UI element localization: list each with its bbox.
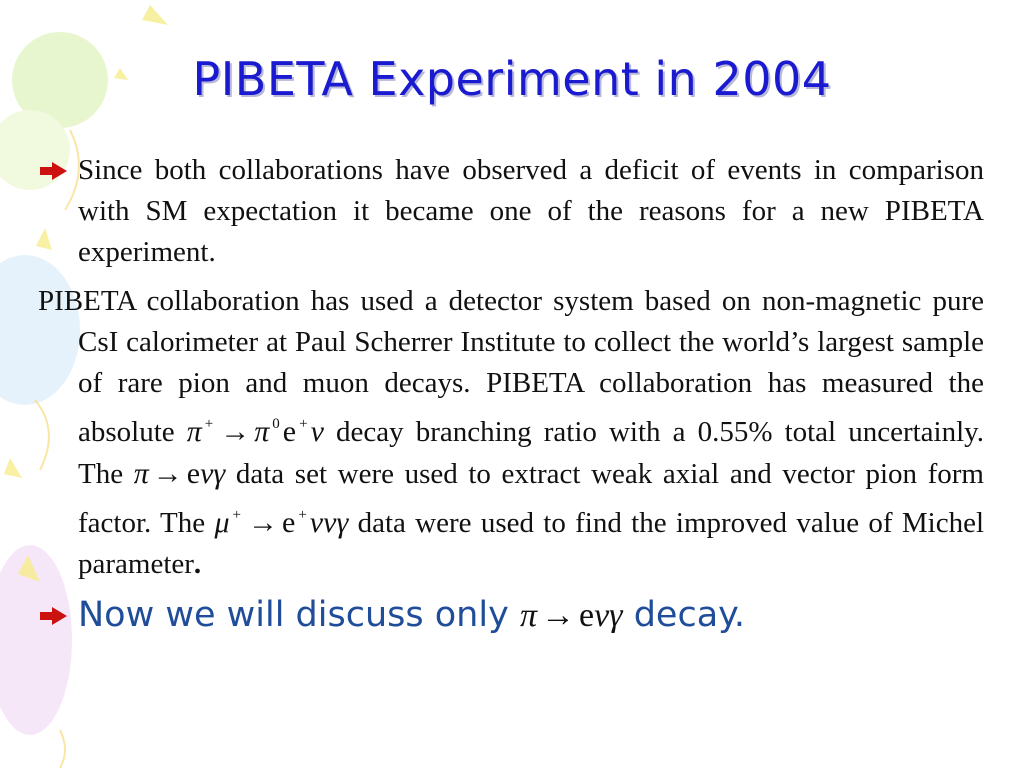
paragraph-text-4: data were used to find the improved value of Michel parameter [78, 507, 985, 580]
bullet-3-text-end: decay. [633, 595, 746, 635]
bullet-3-text-start: Now we will discuss only [78, 595, 509, 635]
paragraph-pibeta-collaboration [38, 281, 984, 585]
formula-pi-e-nu-gamma: π → eνγ [519, 597, 623, 634]
slide-body [38, 150, 984, 638]
bullet-item-3 [38, 593, 984, 638]
paragraph-text-3: data set were used to extract weak axial and vector pion form factor. The [78, 458, 984, 539]
formula-pi-e-nu-gamma: π → eνγ [133, 457, 226, 490]
paragraph-text-2: decay branching ratio with a 0.55% total uncertainly. The [78, 416, 985, 490]
paragraph-period: . [193, 548, 202, 580]
bullet-1-text: Since both collaborations have observed a deficit of events in comparison with SM expectation it became one of the reasons for a new PIBETA experiment. [78, 154, 984, 268]
paragraph-text-1: PIBETA collaboration has used a detector system based on non-magnetic pure CsI calorimeter at Paul Scherrer Institute to collect the world’s largest sample of rare pion and muon decays. PIBETA collaboration has measured the absolute [38, 285, 984, 448]
bullet-item-1 [38, 150, 984, 273]
slide-title: PIBETA Experiment in 2004 [192, 52, 832, 106]
formula-mu-decay: μ + → e + ννγ [214, 506, 349, 539]
formula-pi-beta-decay: π + → π $^0$ e + ν [186, 415, 324, 448]
arrow-bullet-icon [40, 607, 68, 625]
arrow-bullet-icon [40, 162, 68, 180]
